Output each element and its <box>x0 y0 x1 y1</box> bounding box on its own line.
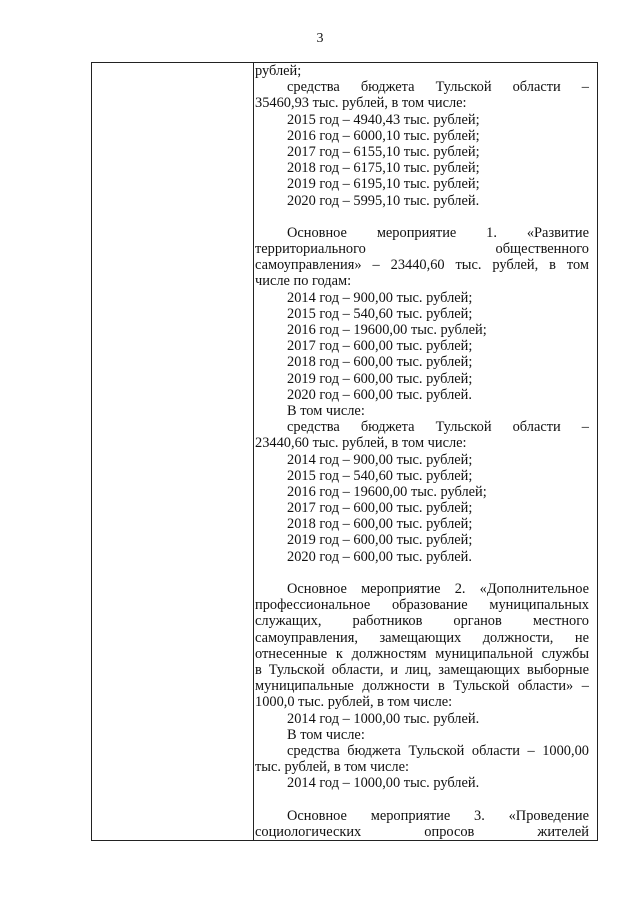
text-line: В том числе: <box>287 726 365 743</box>
text-line: 2015 год – 540,60 тыс. рублей; <box>287 467 473 484</box>
column-divider <box>253 63 254 840</box>
text-line: 2020 год – 600,00 тыс. рублей. <box>287 386 472 403</box>
text-line: 2020 год – 600,00 тыс. рублей. <box>287 548 472 565</box>
text-line: 2015 год – 540,60 тыс. рублей; <box>287 305 473 322</box>
text-line: рублей; <box>255 63 302 79</box>
page-number: 3 <box>316 31 324 46</box>
text-line: 2014 год – 1000,00 тыс. рублей. <box>287 710 480 727</box>
program-table <box>91 62 598 841</box>
text-line: 2020 год – 5995,10 тыс. рублей. <box>287 192 480 209</box>
text-line: Основное мероприятие 2. «Дополнительное <box>287 581 589 597</box>
text-line: 2014 год – 900,00 тыс. рублей; <box>287 451 473 468</box>
text-line: 2016 год – 19600,00 тыс. рублей; <box>287 322 487 338</box>
text-line: 2019 год – 600,00 тыс. рублей; <box>287 370 473 387</box>
text-line: самоуправления, замещающих должности, не <box>255 629 589 646</box>
table-cell-text <box>255 63 591 840</box>
text-line: социологических опросов жителей <box>255 823 589 840</box>
text-line: муниципальные должности в Тульской области» – <box>255 678 589 695</box>
text-line: в Тульской области, и лиц, замещающих выборные <box>255 661 589 678</box>
text-line: средства бюджета Тульской области – <box>287 419 589 436</box>
text-line: Основное мероприятие 3. «Проведение <box>287 807 589 824</box>
text-line: числе по годам: <box>255 273 352 290</box>
text-line: 35460,93 тыс. рублей, в том числе: <box>255 95 467 112</box>
text-line: 2019 год – 6195,10 тыс. рублей; <box>287 176 480 193</box>
text-line: тыс. рублей, в том числе: <box>255 759 409 776</box>
text-line: 23440,60 тыс. рублей, в том числе: <box>255 435 467 452</box>
text-line: 2016 год – 6000,10 тыс. рублей; <box>287 127 480 144</box>
text-line: 2014 год – 900,00 тыс. рублей; <box>287 289 473 306</box>
text-line: 2015 год – 4940,43 тыс. рублей; <box>287 111 480 128</box>
text-line: средства бюджета Тульской области – 1000,00 <box>287 742 589 759</box>
text-line: 2018 год – 6175,10 тыс. рублей; <box>287 160 480 177</box>
text-line: 2017 год – 6155,10 тыс. рублей; <box>287 143 480 160</box>
text-line: 2014 год – 1000,00 тыс. рублей. <box>287 775 480 792</box>
text-line: территориального общественного <box>255 241 589 258</box>
paragraph-gap <box>255 791 591 807</box>
text-line: средства бюджета Тульской области – <box>287 79 589 96</box>
text-line: В том числе: <box>287 402 365 419</box>
text-line: 2017 год – 600,00 тыс. рублей; <box>287 338 473 355</box>
text-line: 2016 год – 19600,00 тыс. рублей; <box>287 483 487 500</box>
text-line: 2019 год – 600,00 тыс. рублей; <box>287 532 473 549</box>
paragraph-gap <box>255 565 591 581</box>
text-line: 1000,0 тыс. рублей, в том числе: <box>255 694 453 711</box>
text-line: отнесенные к должностям муниципальной службы <box>255 645 589 662</box>
paragraph-gap <box>255 209 591 225</box>
text-line: 2017 год – 600,00 тыс. рублей; <box>287 500 473 517</box>
text-line: самоуправления» – 23440,60 тыс. рублей, в том <box>255 257 589 274</box>
text-line: 2018 год – 600,00 тыс. рублей; <box>287 516 473 533</box>
text-line: профессиональное образование муниципальных <box>255 597 589 614</box>
text-line: служащих, работников органов местного <box>255 613 589 630</box>
text-line: 2018 год – 600,00 тыс. рублей; <box>287 354 473 371</box>
text-line: Основное мероприятие 1. «Развитие <box>287 224 589 241</box>
